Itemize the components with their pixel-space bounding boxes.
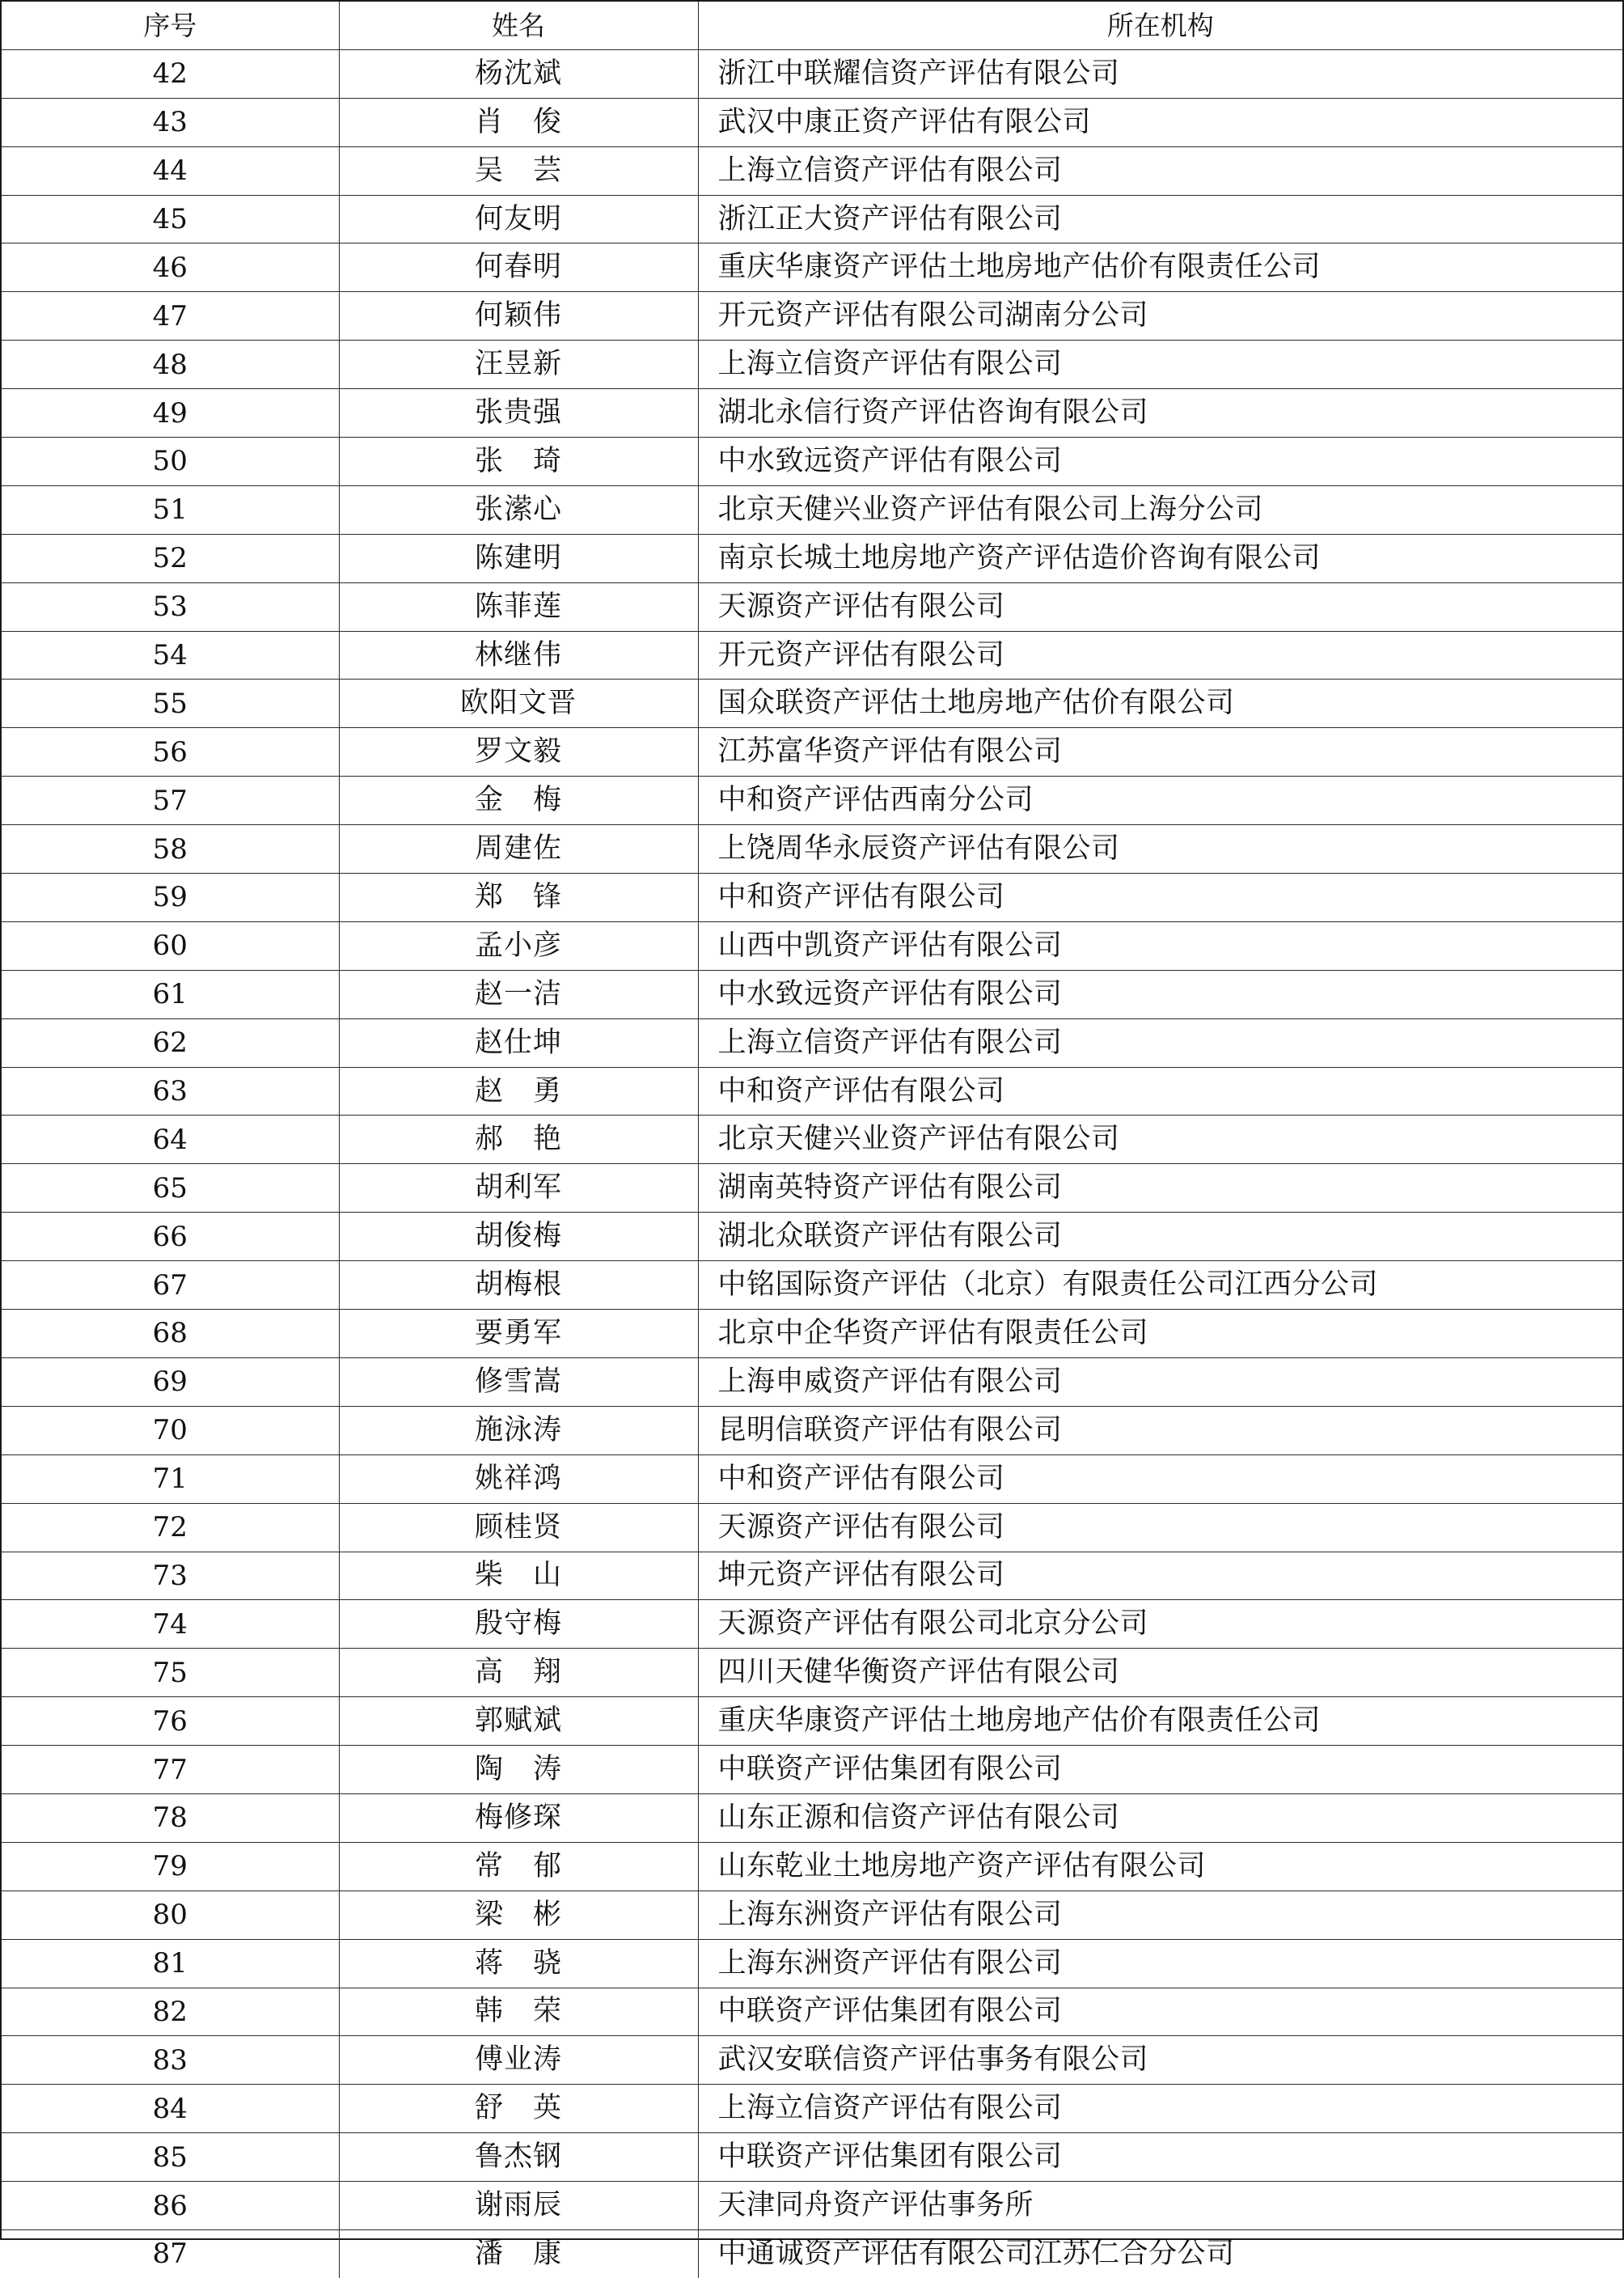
serial-number-cell: 77 <box>2 1746 339 1794</box>
table-row <box>2 1406 1622 1454</box>
table-row <box>2 1649 1622 1697</box>
person-name-cell: 常 郁 <box>339 1842 698 1891</box>
person-name-cell: 舒 英 <box>339 2085 698 2133</box>
person-name-cell: 梅修琛 <box>339 1793 698 1842</box>
person-name-cell: 梁 彬 <box>339 1891 698 1939</box>
serial-number-cell: 66 <box>2 1213 339 1261</box>
organization-cell: 武汉安联信资产评估事务有限公司 <box>698 2036 1622 2085</box>
serial-number-cell: 54 <box>2 631 339 680</box>
table-row <box>2 1746 1622 1794</box>
serial-number-cell: 76 <box>2 1697 339 1746</box>
person-name-cell: 赵一洁 <box>339 970 698 1018</box>
person-name-cell: 郭赋斌 <box>339 1697 698 1746</box>
person-name-cell: 施泳涛 <box>339 1406 698 1454</box>
serial-number-cell: 45 <box>2 195 339 243</box>
table-row <box>2 777 1622 825</box>
organization-cell: 重庆华康资产评估土地房地产估价有限责任公司 <box>698 243 1622 292</box>
serial-number-cell: 82 <box>2 1988 339 2036</box>
table-body <box>2 49 1622 2277</box>
header-organization: 所在机构 <box>698 2 1622 49</box>
organization-cell: 湖南英特资产评估有限公司 <box>698 1164 1622 1213</box>
person-name-cell: 陶 涛 <box>339 1746 698 1794</box>
organization-cell: 湖北众联资产评估有限公司 <box>698 1213 1622 1261</box>
table-row <box>2 631 1622 680</box>
person-name-cell: 何友明 <box>339 195 698 243</box>
person-name-cell: 何颖伟 <box>339 292 698 341</box>
person-name-cell: 张 琦 <box>339 438 698 486</box>
organization-cell: 江苏富华资产评估有限公司 <box>698 728 1622 777</box>
table-row <box>2 389 1622 438</box>
organization-cell: 重庆华康资产评估土地房地产估价有限责任公司 <box>698 1697 1622 1746</box>
table-row <box>2 680 1622 728</box>
table-row <box>2 1310 1622 1358</box>
serial-number-cell: 60 <box>2 921 339 970</box>
serial-number-cell: 49 <box>2 389 339 438</box>
serial-number-cell: 84 <box>2 2085 339 2133</box>
organization-cell: 中和资产评估有限公司 <box>698 1454 1622 1503</box>
organization-cell: 浙江正大资产评估有限公司 <box>698 195 1622 243</box>
serial-number-cell: 57 <box>2 777 339 825</box>
person-name-cell: 周建佐 <box>339 825 698 874</box>
serial-number-cell: 58 <box>2 825 339 874</box>
serial-number-cell: 75 <box>2 1649 339 1697</box>
serial-number-cell: 67 <box>2 1261 339 1310</box>
serial-number-cell: 71 <box>2 1454 339 1503</box>
organization-cell: 天源资产评估有限公司北京分公司 <box>698 1600 1622 1649</box>
serial-number-cell: 44 <box>2 146 339 195</box>
organization-cell: 浙江中联耀信资产评估有限公司 <box>698 49 1622 98</box>
organization-cell: 中通诚资产评估有限公司江苏仁合分公司 <box>698 2229 1622 2277</box>
organization-cell: 上海申威资产评估有限公司 <box>698 1357 1622 1406</box>
serial-number-cell: 73 <box>2 1552 339 1600</box>
serial-number-cell: 50 <box>2 438 339 486</box>
table-row <box>2 2085 1622 2133</box>
table-row <box>2 921 1622 970</box>
person-name-cell: 修雪嵩 <box>339 1357 698 1406</box>
organization-cell: 中联资产评估集团有限公司 <box>698 1988 1622 2036</box>
serial-number-cell: 80 <box>2 1891 339 1939</box>
table-row <box>2 195 1622 243</box>
serial-number-cell: 72 <box>2 1503 339 1552</box>
person-name-cell: 郑 锋 <box>339 874 698 922</box>
person-name-cell: 肖 俊 <box>339 98 698 146</box>
table-row <box>2 1600 1622 1649</box>
organization-cell: 中和资产评估有限公司 <box>698 874 1622 922</box>
table-row <box>2 438 1622 486</box>
table-row <box>2 1842 1622 1891</box>
person-name-cell: 陈菲莲 <box>339 582 698 631</box>
table-row <box>2 1213 1622 1261</box>
organization-cell: 昆明信联资产评估有限公司 <box>698 1406 1622 1454</box>
table-row <box>2 98 1622 146</box>
person-name-cell: 谢雨辰 <box>339 2182 698 2230</box>
organization-cell: 北京中企华资产评估有限责任公司 <box>698 1310 1622 1358</box>
person-name-cell: 郝 艳 <box>339 1116 698 1164</box>
table-row <box>2 243 1622 292</box>
table-row <box>2 485 1622 534</box>
person-name-cell: 潘 康 <box>339 2229 698 2277</box>
table-row <box>2 1116 1622 1164</box>
serial-number-cell: 81 <box>2 1939 339 1988</box>
table-row <box>2 534 1622 582</box>
serial-number-cell: 43 <box>2 98 339 146</box>
table-row <box>2 582 1622 631</box>
table-row <box>2 1697 1622 1746</box>
person-name-cell: 陈建明 <box>339 534 698 582</box>
person-name-cell: 吴 芸 <box>339 146 698 195</box>
table-row <box>2 1067 1622 1116</box>
table-row <box>2 1261 1622 1310</box>
person-name-cell: 胡梅根 <box>339 1261 698 1310</box>
organization-cell: 中联资产评估集团有限公司 <box>698 2133 1622 2182</box>
serial-number-cell: 53 <box>2 582 339 631</box>
person-name-cell: 姚祥鸿 <box>339 1454 698 1503</box>
serial-number-cell: 47 <box>2 292 339 341</box>
serial-number-cell: 69 <box>2 1357 339 1406</box>
table-row <box>2 49 1622 98</box>
serial-number-cell: 56 <box>2 728 339 777</box>
person-name-cell: 韩 荣 <box>339 1988 698 2036</box>
person-name-cell: 高 翔 <box>339 1649 698 1697</box>
table-row <box>2 1939 1622 1988</box>
table-row <box>2 1503 1622 1552</box>
table-row <box>2 146 1622 195</box>
person-name-cell: 柴 山 <box>339 1552 698 1600</box>
serial-number-cell: 51 <box>2 485 339 534</box>
person-name-cell: 罗文毅 <box>339 728 698 777</box>
organization-cell: 山东乾业土地房地产资产评估有限公司 <box>698 1842 1622 1891</box>
serial-number-cell: 86 <box>2 2182 339 2230</box>
organization-cell: 武汉中康正资产评估有限公司 <box>698 98 1622 146</box>
serial-number-cell: 55 <box>2 680 339 728</box>
organization-cell: 天源资产评估有限公司 <box>698 582 1622 631</box>
serial-number-cell: 68 <box>2 1310 339 1358</box>
table-row <box>2 728 1622 777</box>
person-name-cell: 赵 勇 <box>339 1067 698 1116</box>
serial-number-cell: 59 <box>2 874 339 922</box>
person-name-cell: 林继伟 <box>339 631 698 680</box>
serial-number-cell: 64 <box>2 1116 339 1164</box>
organization-cell: 南京长城土地房地产资产评估造价咨询有限公司 <box>698 534 1622 582</box>
organization-cell: 北京天健兴业资产评估有限公司 <box>698 1116 1622 1164</box>
person-name-cell: 汪昱新 <box>339 341 698 389</box>
person-name-cell: 胡利军 <box>339 1164 698 1213</box>
organization-cell: 四川天健华衡资产评估有限公司 <box>698 1649 1622 1697</box>
serial-number-cell: 87 <box>2 2229 339 2277</box>
serial-number-cell: 70 <box>2 1406 339 1454</box>
table-row <box>2 1552 1622 1600</box>
organization-cell: 湖北永信行资产评估咨询有限公司 <box>698 389 1622 438</box>
table-row <box>2 1164 1622 1213</box>
serial-number-cell: 46 <box>2 243 339 292</box>
organization-cell: 开元资产评估有限公司 <box>698 631 1622 680</box>
person-name-cell: 张潆心 <box>339 485 698 534</box>
organization-cell: 中和资产评估有限公司 <box>698 1067 1622 1116</box>
person-name-cell: 胡俊梅 <box>339 1213 698 1261</box>
header-row <box>2 2 1622 49</box>
organization-cell: 中水致远资产评估有限公司 <box>698 970 1622 1018</box>
organization-cell: 中联资产评估集团有限公司 <box>698 1746 1622 1794</box>
table-row <box>2 1891 1622 1939</box>
person-name-cell: 殷守梅 <box>339 1600 698 1649</box>
organization-cell: 上海立信资产评估有限公司 <box>698 146 1622 195</box>
organization-cell: 上饶周华永辰资产评估有限公司 <box>698 825 1622 874</box>
serial-number-cell: 65 <box>2 1164 339 1213</box>
serial-number-cell: 79 <box>2 1842 339 1891</box>
organization-cell: 北京天健兴业资产评估有限公司上海分公司 <box>698 485 1622 534</box>
person-name-cell: 何春明 <box>339 243 698 292</box>
table-row <box>2 341 1622 389</box>
table-row <box>2 1793 1622 1842</box>
table-row <box>2 2036 1622 2085</box>
roster-table <box>2 2 1622 2278</box>
organization-cell: 国众联资产评估土地房地产估价有限公司 <box>698 680 1622 728</box>
person-name-cell: 孟小彦 <box>339 921 698 970</box>
serial-number-cell: 62 <box>2 1018 339 1067</box>
serial-number-cell: 52 <box>2 534 339 582</box>
person-name-cell: 傅业涛 <box>339 2036 698 2085</box>
organization-cell: 上海东洲资产评估有限公司 <box>698 1891 1622 1939</box>
serial-number-cell: 48 <box>2 341 339 389</box>
serial-number-cell: 42 <box>2 49 339 98</box>
serial-number-cell: 78 <box>2 1793 339 1842</box>
table-row <box>2 2182 1622 2230</box>
table-row <box>2 1018 1622 1067</box>
person-name-cell: 顾桂贤 <box>339 1503 698 1552</box>
organization-cell: 开元资产评估有限公司湖南分公司 <box>698 292 1622 341</box>
header-serial-number: 序号 <box>2 2 339 49</box>
organization-cell: 上海立信资产评估有限公司 <box>698 2085 1622 2133</box>
organization-cell: 山东正源和信资产评估有限公司 <box>698 1793 1622 1842</box>
serial-number-cell: 63 <box>2 1067 339 1116</box>
table-row <box>2 874 1622 922</box>
organization-cell: 山西中凯资产评估有限公司 <box>698 921 1622 970</box>
table-row <box>2 970 1622 1018</box>
person-name-cell: 蒋 骁 <box>339 1939 698 1988</box>
organization-cell: 中铭国际资产评估（北京）有限责任公司江西分公司 <box>698 1261 1622 1310</box>
table-row <box>2 1988 1622 2036</box>
organization-cell: 中水致远资产评估有限公司 <box>698 438 1622 486</box>
table-row <box>2 825 1622 874</box>
person-name-cell: 鲁杰钢 <box>339 2133 698 2182</box>
organization-cell: 中和资产评估西南分公司 <box>698 777 1622 825</box>
organization-cell: 天源资产评估有限公司 <box>698 1503 1622 1552</box>
person-name-cell: 金 梅 <box>339 777 698 825</box>
table-row <box>2 2229 1622 2277</box>
organization-cell: 上海立信资产评估有限公司 <box>698 341 1622 389</box>
person-name-cell: 张贵强 <box>339 389 698 438</box>
organization-cell: 坤元资产评估有限公司 <box>698 1552 1622 1600</box>
table-row <box>2 1454 1622 1503</box>
table-row <box>2 1357 1622 1406</box>
header-name: 姓名 <box>339 2 698 49</box>
organization-cell: 上海立信资产评估有限公司 <box>698 1018 1622 1067</box>
serial-number-cell: 61 <box>2 970 339 1018</box>
organization-cell: 天津同舟资产评估事务所 <box>698 2182 1622 2230</box>
table-row <box>2 2133 1622 2182</box>
serial-number-cell: 83 <box>2 2036 339 2085</box>
person-name-cell: 要勇军 <box>339 1310 698 1358</box>
table-row <box>2 292 1622 341</box>
organization-cell: 上海东洲资产评估有限公司 <box>698 1939 1622 1988</box>
person-name-cell: 欧阳文晋 <box>339 680 698 728</box>
person-name-cell: 赵仕坤 <box>339 1018 698 1067</box>
serial-number-cell: 74 <box>2 1600 339 1649</box>
person-name-cell: 杨沈斌 <box>339 49 698 98</box>
serial-number-cell: 85 <box>2 2133 339 2182</box>
